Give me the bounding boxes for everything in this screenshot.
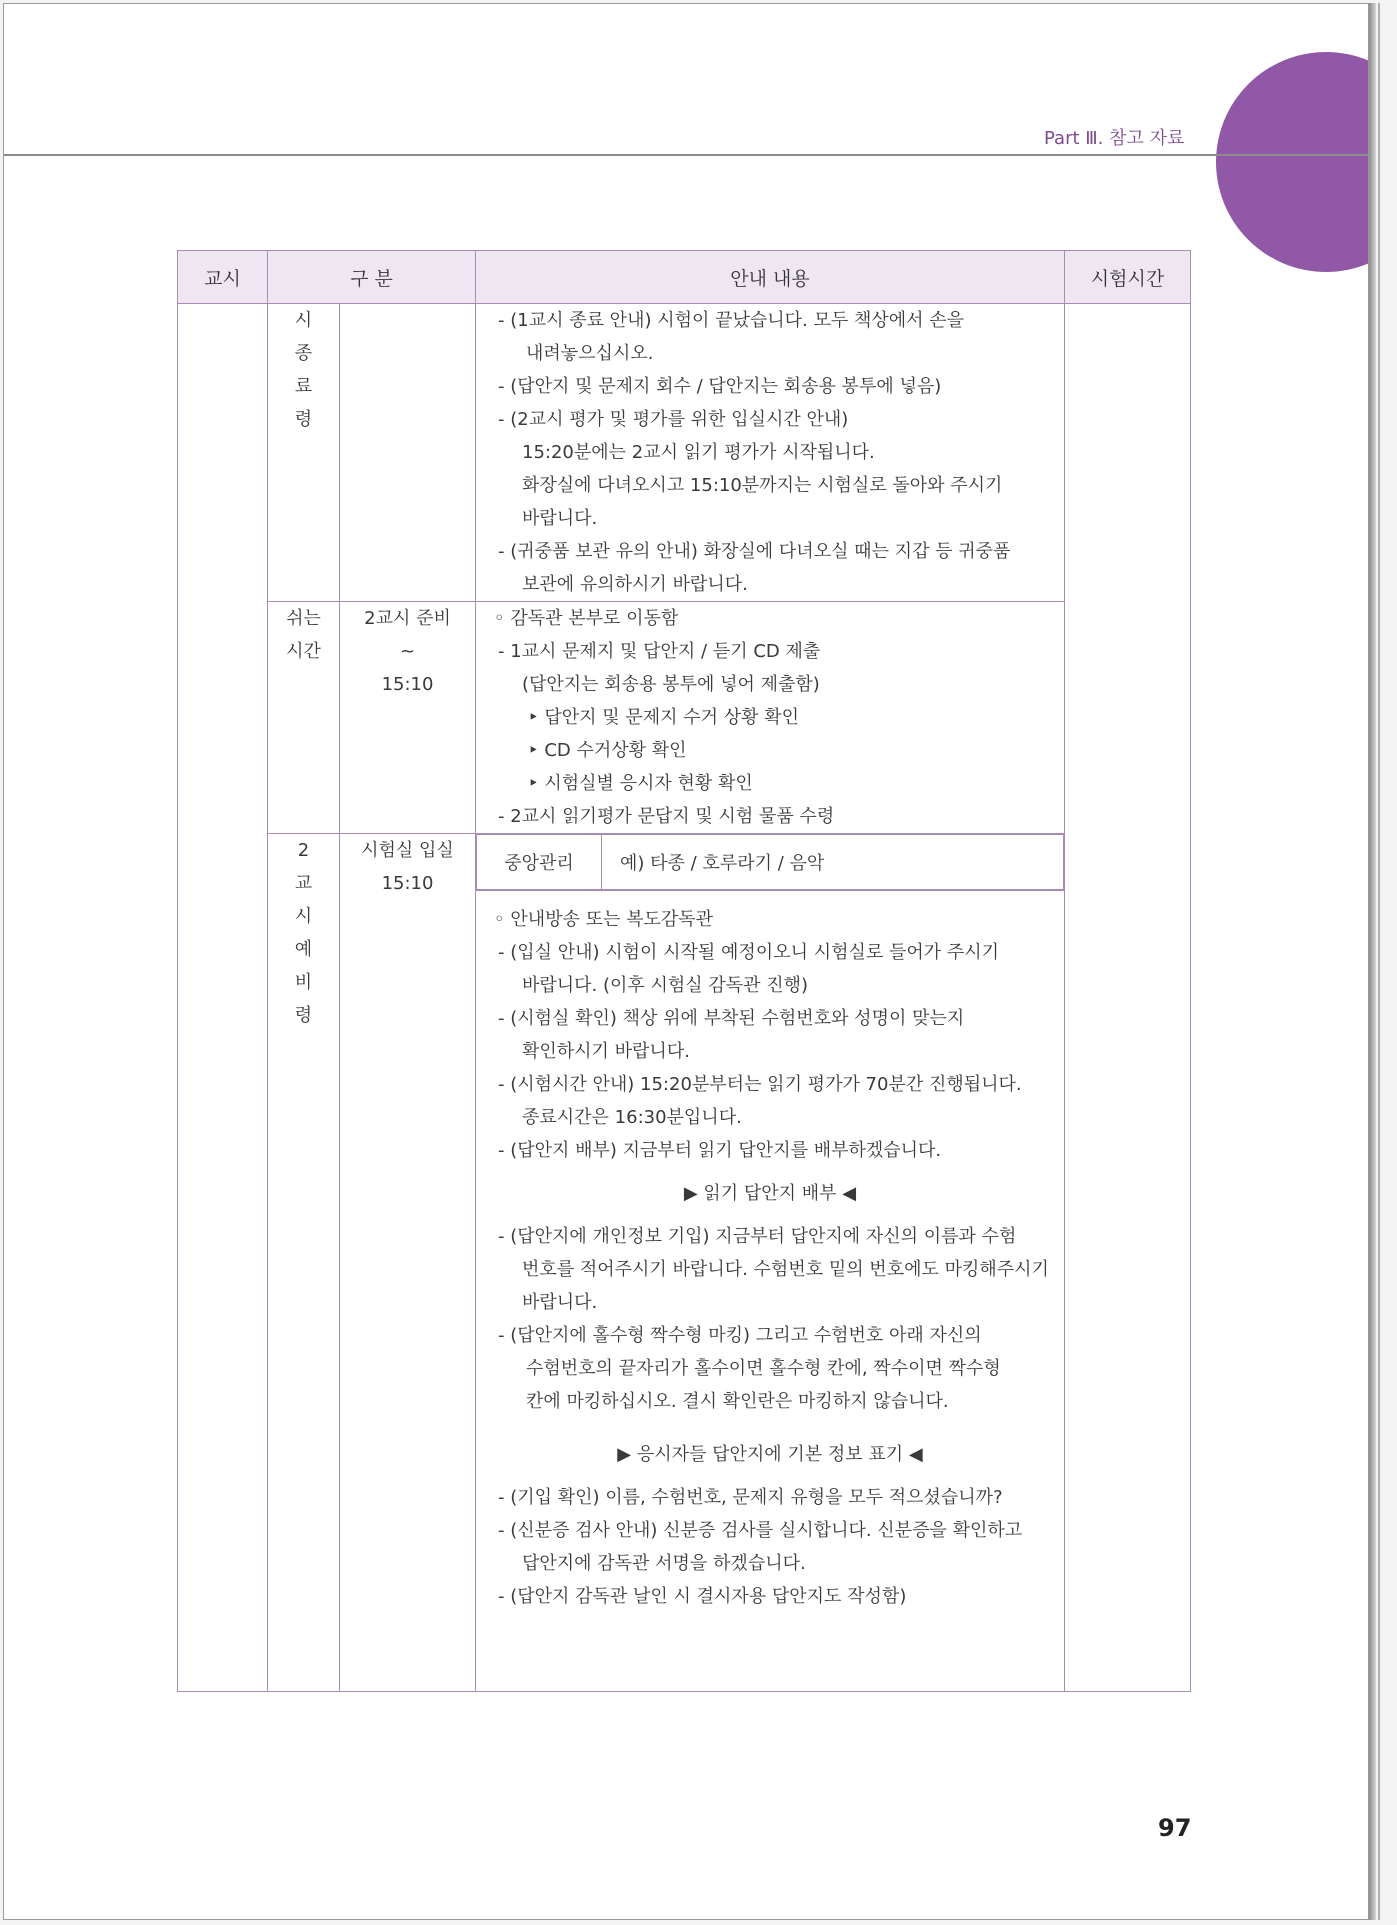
centered-notice: ▶ 응시자들 답안지에 기본 정보 표기 ◀ — [617, 1444, 923, 1465]
content-line: 15:20분에는 2교시 읽기 평가가 시작됩니다. — [522, 442, 875, 463]
sub-line: 시험실 입실 — [361, 840, 454, 861]
header-accent-circle — [1216, 52, 1369, 272]
row2-content — [476, 602, 1065, 834]
content-line: - (2교시 평가 및 평가를 위한 입실시간 안내) — [498, 409, 849, 430]
content-line: - 1교시 문제지 및 답안지 / 듣기 CD 제출 — [498, 641, 821, 662]
sub-line: 15:10 — [381, 674, 434, 695]
centered-notice: ▶ 읽기 답안지 배부 ◀ — [683, 1183, 857, 1204]
content-line: 종료시간은 16:30분입니다. — [522, 1107, 742, 1128]
content-line: - (답안지에 개인정보 기입) 지금부터 답안지에 자신의 이름과 수험 — [498, 1226, 1017, 1247]
label-char: 시간 — [286, 641, 321, 662]
row3-content — [476, 891, 1065, 1692]
content-line: 바랍니다. — [522, 1292, 598, 1313]
content-line: - (기입 확인) 이름, 수험번호, 문제지 유형을 모두 적으셨습니까? — [498, 1487, 1003, 1508]
row3-sub-label — [340, 834, 476, 1692]
sub-line: 2교시 준비 — [364, 608, 451, 629]
central-management-table — [476, 834, 1064, 890]
content-line: - (귀중품 보관 유의 안내) 화장실에 다녀오실 때는 지갑 등 귀중품 — [498, 541, 1011, 562]
content-line: - (1교시 종료 안내) 시험이 끝났습니다. 모두 책상에서 손을 — [498, 310, 965, 331]
sub-line: 15:10 — [381, 873, 434, 894]
content-line: ‣ 답안지 및 문제지 수거 상황 확인 — [528, 707, 799, 728]
content-line: - (답안지에 홀수형 짝수형 마킹) 그리고 수험번호 아래 자신의 — [498, 1325, 982, 1346]
content-line: - (답안지 배부) 지금부터 읽기 답안지를 배부하겠습니다. — [498, 1140, 942, 1161]
content-line: 바랍니다. — [522, 508, 598, 529]
content-line: - 2교시 읽기평가 문답지 및 시험 물품 수령 — [498, 806, 835, 827]
row1-content — [476, 304, 1065, 602]
central-value: 예) 타종 / 호루라기 / 음악 — [602, 835, 1064, 890]
content-line: - (신분증 검사 안내) 신분증 검사를 실시합니다. 신분증을 확인하고 — [498, 1520, 1023, 1541]
page-number: 97 — [1158, 1814, 1192, 1842]
exam-guide-table — [177, 250, 1191, 1692]
label-char: 예 — [294, 939, 313, 960]
content-line: - (답안지 감독관 날인 시 결시자용 답안지도 작성함) — [498, 1586, 907, 1607]
header-content: 안내 내용 — [476, 251, 1065, 304]
part-label: Part Ⅲ. 참고 자료 — [1044, 128, 1185, 149]
header-period: 교시 — [178, 251, 268, 304]
content-line: ‣ CD 수거상황 확인 — [528, 740, 687, 761]
row1-label — [268, 304, 340, 602]
central-management-cell — [476, 834, 1065, 891]
table-row — [178, 304, 1191, 602]
label-char: 비 — [294, 972, 313, 993]
row2-sub-label — [340, 602, 476, 834]
content-line: 내려놓으십시오. — [526, 343, 654, 364]
page-edge-line — [1378, 3, 1380, 1920]
header-time: 시험시간 — [1065, 251, 1191, 304]
label-char: 시 — [294, 310, 313, 331]
content-line: - (입실 안내) 시험이 시작될 예정이오니 시험실로 들어가 주시기 — [498, 942, 1000, 963]
table-header-row — [178, 251, 1191, 304]
header-rule — [4, 154, 1369, 156]
label-char: 쉬는 — [286, 608, 321, 629]
label-char: 령 — [294, 1005, 313, 1026]
label-char: 령 — [294, 409, 313, 430]
content-line: 번호를 적어주시기 바랍니다. 수험번호 밑의 번호에도 마킹해주시기 — [522, 1259, 1049, 1280]
content-line: ‣ 시험실별 응시자 현황 확인 — [528, 773, 753, 794]
content-line: - (시험실 확인) 책상 위에 부착된 수험번호와 성명이 맞는지 — [498, 1008, 965, 1029]
content-line: - (시험시간 안내) 15:20분부터는 읽기 평가가 70분간 진행됩니다. — [498, 1074, 1022, 1095]
label-char: 종 — [294, 343, 313, 364]
row1-sub-label — [340, 304, 476, 602]
label-char: 교 — [294, 873, 313, 894]
central-label: 중앙관리 — [477, 835, 602, 890]
content-line: ◦ 감독관 본부로 이동함 — [494, 608, 679, 629]
label-char: 료 — [294, 376, 313, 397]
content-line: 바랍니다. (이후 시험실 감독관 진행) — [522, 975, 809, 996]
content-line: 보관에 유의하시기 바랍니다. — [522, 574, 748, 595]
label-char: 2 — [297, 840, 310, 861]
content-line: 칸에 마킹하십시오. 결시 확인란은 마킹하지 않습니다. — [526, 1391, 949, 1412]
label-char: 시 — [294, 906, 313, 927]
header-category: 구 분 — [268, 251, 476, 304]
time-cell — [1065, 304, 1191, 1692]
content-line: - (답안지 및 문제지 회수 / 답안지는 회송용 봉투에 넣음) — [498, 376, 942, 397]
table-row — [178, 602, 1191, 834]
content-line: ◦ 안내방송 또는 복도감독관 — [494, 909, 714, 930]
row3-label — [268, 834, 340, 1692]
content-line: 수험번호의 끝자리가 홀수이면 홀수형 칸에, 짝수이면 짝수형 — [526, 1358, 1001, 1379]
table-row — [178, 834, 1191, 891]
content-line: 답안지에 감독관 서명을 하겠습니다. — [522, 1553, 806, 1574]
document-page — [3, 3, 1369, 1920]
page-edge-shadow — [1369, 3, 1376, 1920]
row2-label — [268, 602, 340, 834]
period-cell — [178, 304, 268, 1692]
content-line: 화장실에 다녀오시고 15:10분까지는 시험실로 돌아와 주시기 — [522, 475, 1003, 496]
sub-line: ~ — [399, 641, 416, 662]
content-line: (답안지는 회송용 봉투에 넣어 제출함) — [522, 674, 820, 695]
content-line: 확인하시기 바랍니다. — [522, 1041, 690, 1062]
